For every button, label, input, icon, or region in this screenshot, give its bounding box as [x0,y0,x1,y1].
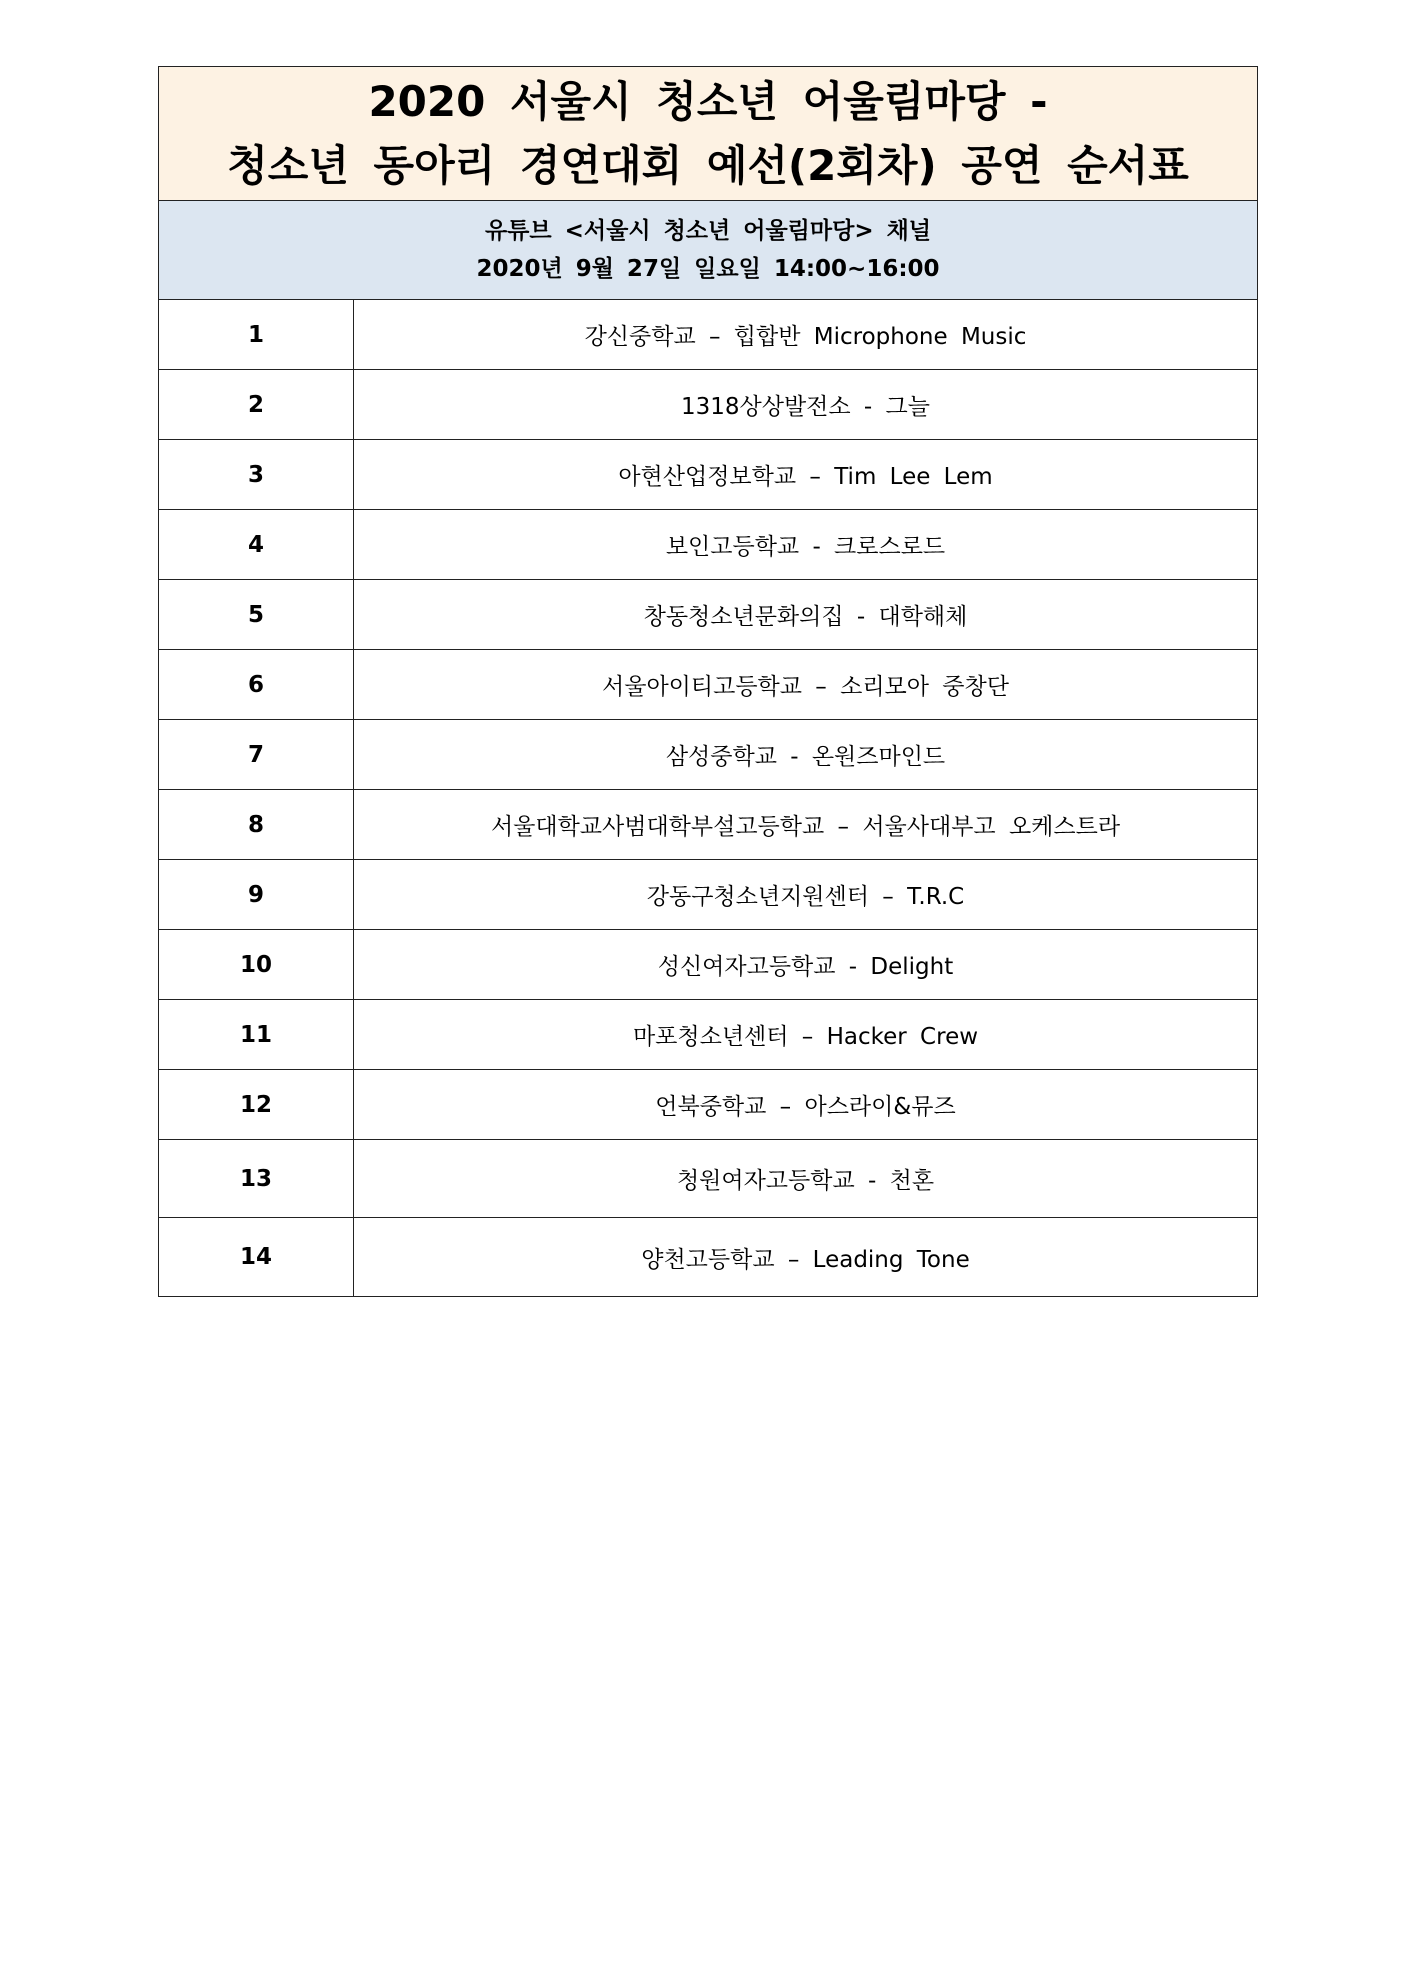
table-row [159,300,1257,370]
table-row [159,1218,1257,1296]
performance-entry: 양천고등학교 – Leading Tone [641,1246,970,1273]
performance-entry: 서울대학교사범대학부설고등학교 – 서울사대부고 오케스트라 [490,814,1121,840]
table-row [159,440,1257,510]
performance-entry: 청원여자고등학교 - 천혼 [676,1168,935,1194]
channel-info-box [159,201,1257,300]
row-number: 4 [159,510,354,579]
table-row [159,790,1257,860]
table-row [159,930,1257,1000]
row-number: 13 [159,1140,354,1217]
performance-entry: 강동구청소년지원센터 – T.R.C [646,884,965,910]
channel-name: 유튜브 <서울시 청소년 어울림마당> 채널 [484,218,932,244]
row-number: 10 [159,930,354,999]
row-number: 9 [159,860,354,929]
row-number: 12 [159,1070,354,1139]
title-box [159,67,1257,201]
performance-entry: 서울아이티고등학교 – 소리모아 중창단 [602,674,1009,700]
table-row [159,720,1257,790]
row-number: 8 [159,790,354,859]
table-row [159,1070,1257,1140]
page-title-line-2: 청소년 동아리 경연대회 예선(2회차) 공연 순서표 [227,140,1189,190]
table-row [159,650,1257,720]
table-row [159,860,1257,930]
row-number: 5 [159,580,354,649]
row-number: 14 [159,1218,354,1296]
performance-entry: 마포청소년센터 – Hacker Crew [632,1024,979,1050]
performance-entry: 보인고등학교 - 크로스로드 [665,534,946,560]
table-row [159,1000,1257,1070]
performance-entry: 아현산업정보학교 – Tim Lee Lem [618,464,993,490]
row-number: 1 [159,300,354,369]
table-row [159,580,1257,650]
row-number: 6 [159,650,354,719]
event-datetime: 2020년 9월 27일 일요일 14:00~16:00 [476,256,940,282]
row-number: 7 [159,720,354,789]
table-row [159,1140,1257,1218]
row-number: 3 [159,440,354,509]
performance-entry: 언북중학교 – 아스라이&뮤즈 [655,1094,956,1120]
table-row [159,370,1257,440]
performance-entry: 삼성중학교 - 온원즈마인드 [665,744,946,770]
performance-order-table [158,66,1258,1297]
row-number: 11 [159,1000,354,1069]
performance-entry: 창동청소년문화의집 - 대학해체 [643,604,968,630]
performance-entry: 강신중학교 – 힙합반 Microphone Music [584,324,1027,350]
table-row [159,510,1257,580]
page-title-line-1: 2020 서울시 청소년 어울림마당 - [368,76,1048,126]
performance-entry: 성신여자고등학교 - Delight [657,954,954,980]
performance-entry: 1318상상발전소 - 그늘 [681,394,930,420]
row-number: 2 [159,370,354,439]
